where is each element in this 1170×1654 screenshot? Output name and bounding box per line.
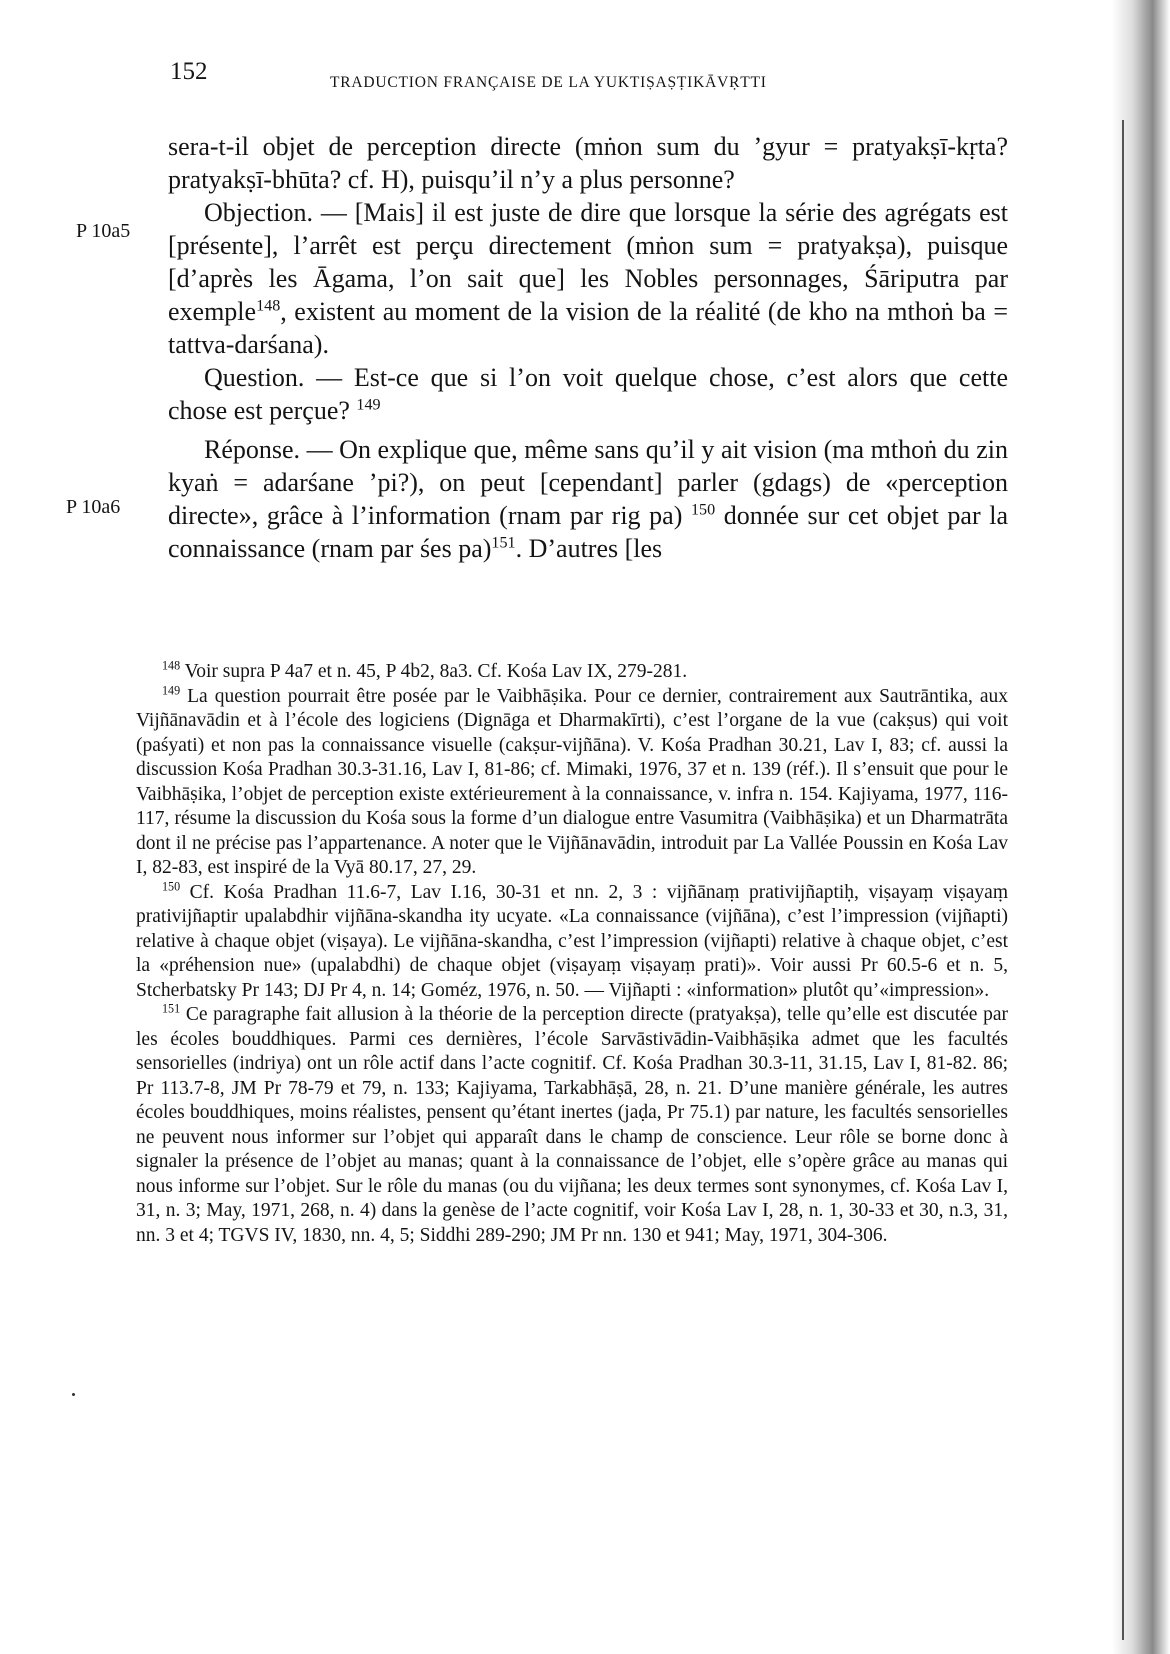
page-header [170,58,870,98]
footnote-number: 151 [162,1001,181,1016]
footnote-number: 150 [162,879,181,893]
footnote-number: 149 [162,683,181,697]
footnote-151: $^{151}$ Ce paragraphe fait allusion à la théorie de la perception directe (pratyakṣa), telle qu’elle est discutée par les écoles bouddhiques. Parmi ces dernières, l’école Sarvāstivādin-Vaibhāṣika admet que les facultés sensorielles (indriya) ont un rôle actif dans l’acte cognitif. Cf. Kośa Pradhan 30.3-11, 31.15, Lav I, 81-82. 86; Pr 113.7-8, JM Pr 78-79 et 79, n. 133; Kajiyama, Tarkabhāṣā, 28, n. 21. D’une manière générale, les autres écoles bouddhiques, moins réalistes, pensent qu’étant inertes (jaḍa, Pr 75.1) par nature, les facultés sensorielles ne peuvent nous informer sur l’objet qui apparaît dans le champ de conscience. Leur rôle se borne donc à signaler la présence de l’objet au manas; quant à la connaissance de l’objet, elle s’opère grâce au manas qui nous informe sur l’objet. Sur le rôle du manas (ou du vijñana; les deux termes sont synonymes, cf. Kośa Lav I, 31, n. 3; May, 1971, 268, n. 4) dans la genèse de l’acte cognitif, voir Kośa Lav I, 28, n. 1, 30-33 et 30, n.3, 31, nn. 3 et 4; TGVS IV, 1830, nn. 4, 5; Siddhi 289-290; JM Pr nn. 130 et 941; May, 1971, 304-306. [136,1001,1009,1246]
running-title: TRADUCTION FRANÇAISE DE LA YUKTIṢAṢṬIKĀVṚTTI [330,74,767,91]
margin-ref-p10a6: P 10a6 [66,496,121,518]
binding-edge [1122,120,1124,1640]
paragraph-objection: Objection. — [Mais] il est juste de dire que lorsque la série des agrégats est [présente], l’arrêt est perçu directement (mṅon sum = pratyakṣa), puisque [d’après les Āgama, l’on sait que] les Nobles personnages, Śāriputra par exemple$^{148}$, existent au moment de la vision de la réalité (de kho na mthoṅ ba = tattva-darśana). [168,198,1008,359]
paragraph-response: Réponse. — On explique que, même sans qu’il y ait vision (ma mthoṅ du zin kyaṅ = adarśane ’pi?), on peut [cependant] parler (gdags) de «perception directe», grâce à l’information (rnam par rig pa) $^{150}$ donnée sur cet objet par la connaissance (rnam par śes pa)$^{151}$. D’autres [les [168,435,1008,563]
footnote-ref-149[interactable]: 149 [356,396,381,414]
footnote-148: $^{148}$ Voir supra P 4a7 et n. 45, P 4b2, 8a3. Cf. Kośa Lav IX, 279-281. [162,658,688,682]
footnote-number: 148 [162,658,181,673]
margin-ref-p10a5: P 10a5 [76,220,131,242]
main-text [168,130,1008,565]
binding-shadow [1112,0,1170,1654]
footnote-150: $^{150}$ Cf. Kośa Pradhan 11.6-7, Lav I.16, 30-31 et nn. 2, 3 : vijñānaṃ prativijñaptiḥ, viṣayaṃ viṣayaṃ prativijñaptir upalabdhir vijñāna-skandha ity ucyate. «La connaissance (vijñāna), c’est l’impression (vijñapti) relative à chaque objet (viṣaya). Le vijñāna-skandha, c’est l’impression (vijñapti) relative à chaque objet, c’est la «préhension nue» (upalabdhi) de chaque objet (viṣayaṃ viṣayaṃ prati)». Voir aussi Pr 60.5-6 et n. 5, Stcherbatsky Pr 143; DJ Pr 4, n. 14; Goméz, 1976, n. 50. — Vijñapti : «information» plutôt qu’«impression». [136,879,1008,1001]
footnote-ref-151[interactable]: 151 [491,534,516,552]
page-number: 152 [170,58,208,85]
footnote-ref-148[interactable]: 148 [256,297,281,315]
paragraph-question: Question. — Est-ce que si l’on voit quelque chose, c’est alors que cette chose est perçue? $^{149}$ [168,363,1008,425]
footnote-ref-150[interactable]: 150 [691,501,716,519]
footnote-149: $^{149}$ La question pourrait être posée par le Vaibhāṣika. Pour ce dernier, contrairement aux Sautrāntika, aux Vijñānavādin et à l’école des logiciens (Dignāga et Dharmakīrti), c’est l’organe de la vue (cakṣus) qui voit (paśyati) et non pas la connaissance visuelle (cakṣur-vijñāna). V. Kośa Pradhan 30.21, Lav I, 83; cf. aussi la discussion Kośa Pradhan 30.3-31.16, Lav I, 81-86; cf. Mimaki, 1976, 37 et n. 139 (réf.). Il s’ensuit que pour le Vaibhāṣika, l’objet de perception existe extérieurement à la connaissance, v. infra n. 154. Kajiyama, 1977, 116-117, résume la discussion du Kośa sous la forme d’un dialogue entre Vasumitra (Vaibhāṣika) et un Dharmatrāta dont il ne précise pas l’appartenance. A noter que le Vijñānavādin, introduit par La Vallée Poussin en Kośa Lav I, 82-83, est inspiré de la Vyā 80.17, 27, 29. [136,683,1009,878]
stray-mark [72,1393,75,1396]
footnotes [136,660,1008,1248]
paragraph-continuation: sera-t-il objet de perception directe (mṅon sum du ’gyur = pratyakṣī-kṛta? pratyakṣī-bhūta? cf. H), puisqu’il n’y a plus personne? [168,132,1008,194]
